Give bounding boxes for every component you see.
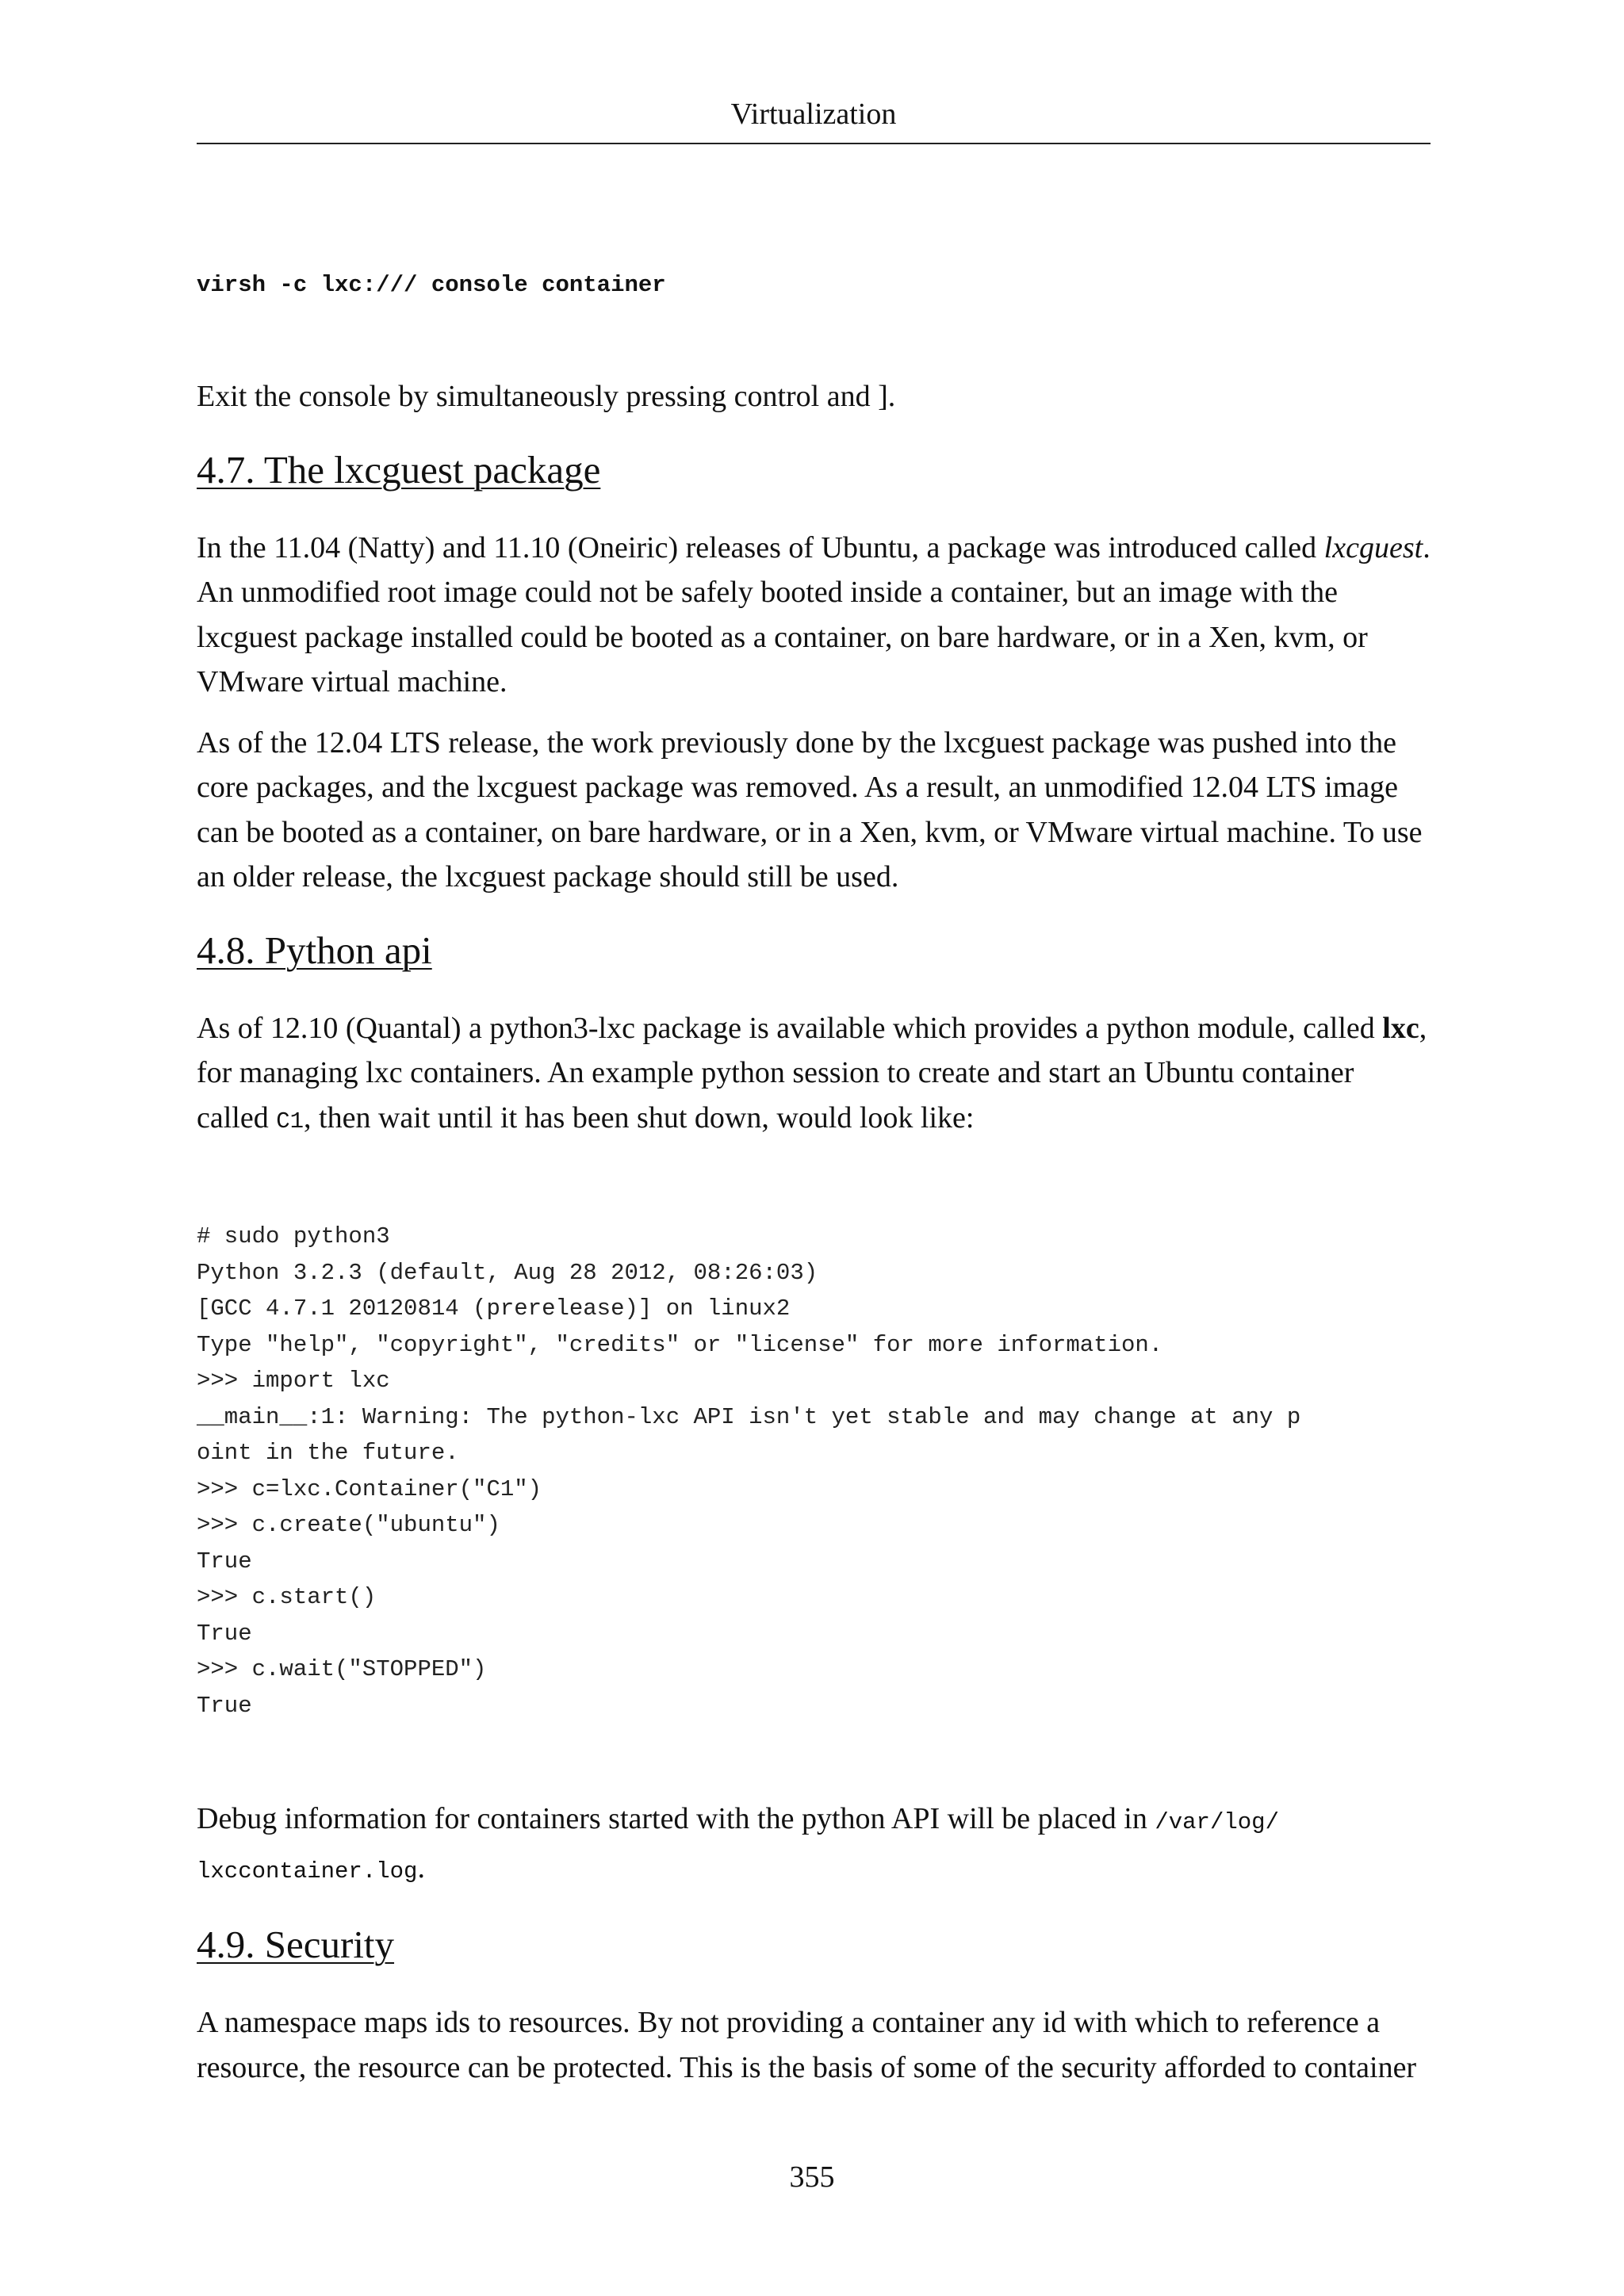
lxcguest-paragraph-2: As of the 12.04 LTS release, the work previously done by the lxcguest package was pushed into the core packages, and the lxcguest package was removed. As a result, an unmodified 12.04 LTS image can be booted as a container, on bare hardware, or in a Xen, kvm, or VMware virtual machine. To use an older release, the lxcguest package should still be used. <box>197 725 1423 894</box>
code-line: Python 3.2.3 (default, Aug 28 2012, 08:26:03) <box>197 1259 818 1286</box>
console-command: virsh -c lxc:/// console container <box>197 272 666 298</box>
code-line: >>> c.create("ubuntu") <box>197 1512 500 1538</box>
code-line: >>> c.start() <box>197 1584 377 1610</box>
container-name-code: C1 <box>276 1108 304 1135</box>
code-line: Type "help", "copyright", "credits" or "license" for more information. <box>197 1331 1163 1358</box>
code-line: True <box>197 1692 252 1719</box>
log-path-part-1: /var/log/ <box>1155 1809 1279 1835</box>
exit-console-paragraph: Exit the console by simultaneously pressing control and ]. <box>197 380 896 413</box>
code-line: oint in the future. <box>197 1440 459 1466</box>
page-number: 355 <box>789 2160 835 2194</box>
code-line: >>> c=lxc.Container("C1") <box>197 1475 542 1502</box>
python-api-paragraph: As of 12.10 (Quantal) a python3-lxc package is available which provides a python module, called lxc, for managing lxc containers. An example python session to create and start an Ubuntu container called C1, then wait until it has been shut down, would look like: <box>197 1011 1427 1135</box>
section-heading-security: 4.9. Security <box>197 1923 395 1966</box>
lxc-module-name: lxc <box>1382 1011 1419 1045</box>
running-header: Virtualization <box>730 98 897 131</box>
code-line: True <box>197 1620 252 1647</box>
header-rule <box>197 143 1431 144</box>
page-content <box>197 268 1431 2090</box>
code-line: >>> import lxc <box>197 1368 390 1394</box>
security-paragraph: A namespace maps ids to resources. By not providing a container any id with which to reference a resource, the resource can be protected. This is the basis of some of the security afforded to container <box>197 2006 1417 2084</box>
lxcguest-italic: lxcguest <box>1323 530 1423 564</box>
lxcguest-paragraph-1: In the 11.04 (Natty) and 11.10 (Oneiric) releases of Ubuntu, a package was introduced called lxcguest. An unmodified root image could not be safely booted inside a container, but an image with the lxcguest package installed could be booted as a container, on bare hardware, or in a Xen, kvm, or VMware virtual machine. <box>197 530 1431 698</box>
code-line: [GCC 4.7.1 20120814 (prerelease)] on linux2 <box>197 1295 791 1322</box>
code-line: # sudo python3 <box>197 1223 390 1249</box>
python-session-code-block <box>197 1219 1431 1724</box>
section-heading-lxcguest: 4.7. The lxcguest package <box>197 447 601 492</box>
section-heading-python-api: 4.8. Python api <box>197 928 432 972</box>
debug-info-paragraph: Debug information for containers started with the python API will be placed in /var/log/ lxccontainer.log. <box>197 1802 1279 1885</box>
code-line: __main__:1: Warning: The python-lxc API isn't yet stable and may change at any p <box>197 1403 1301 1430</box>
log-path-part-2: lxccontainer.log <box>197 1858 418 1885</box>
code-line: >>> c.wait("STOPPED") <box>197 1656 487 1682</box>
code-line: True <box>197 1548 252 1575</box>
